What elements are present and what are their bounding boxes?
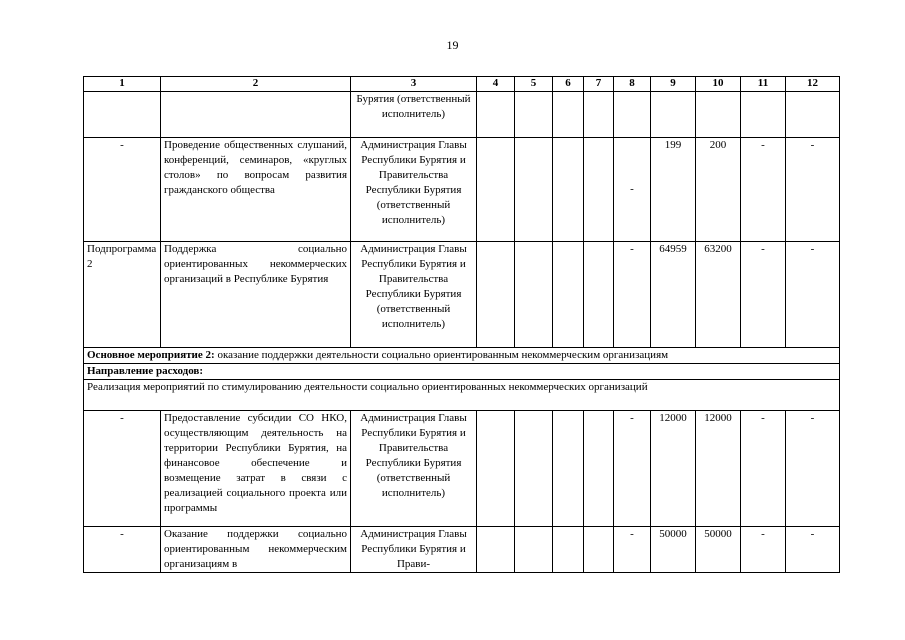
table-row bbox=[84, 411, 840, 527]
row-code bbox=[84, 527, 161, 573]
main-event-row bbox=[84, 348, 840, 364]
header-cell: 5 bbox=[515, 77, 553, 92]
header-cell: 3 bbox=[351, 77, 477, 92]
table-row bbox=[84, 527, 840, 573]
empty-cell bbox=[515, 92, 553, 138]
row-col10 bbox=[696, 92, 741, 138]
row-col8: - bbox=[614, 527, 651, 573]
empty-cell bbox=[515, 242, 553, 348]
header-cell: 8 bbox=[614, 77, 651, 92]
table-header-row bbox=[84, 77, 840, 92]
row-col11: - bbox=[741, 527, 786, 573]
row-col9: 12000 bbox=[651, 411, 696, 527]
empty-cell bbox=[477, 242, 515, 348]
row-title bbox=[161, 527, 351, 573]
row-col11: - bbox=[741, 242, 786, 348]
row-col10: 50000 bbox=[696, 527, 741, 573]
page-number: 19 bbox=[446, 38, 459, 52]
main-event-label: Основное мероприятие 2: bbox=[87, 349, 215, 361]
header-cell: 10 bbox=[696, 77, 741, 92]
empty-cell bbox=[515, 411, 553, 527]
empty-cell bbox=[584, 92, 614, 138]
table-row bbox=[84, 242, 840, 348]
header-cell: 7 bbox=[584, 77, 614, 92]
header-cell: 12 bbox=[786, 77, 840, 92]
row-executor bbox=[351, 527, 477, 573]
direction-text-row bbox=[84, 380, 840, 411]
row-col12: - bbox=[786, 242, 840, 348]
row-col12: - bbox=[786, 527, 840, 573]
row-col8 bbox=[614, 138, 651, 242]
header-cell: 11 bbox=[741, 77, 786, 92]
header-cell: 6 bbox=[553, 77, 584, 92]
empty-cell bbox=[584, 527, 614, 573]
direction-cell bbox=[84, 364, 840, 380]
row-title-text: Оказание поддержки социально ориентированным некоммерческим организациям в bbox=[164, 528, 347, 570]
row-col8: - bbox=[614, 411, 651, 527]
row-col9: 50000 bbox=[651, 527, 696, 573]
row-col8-value: - bbox=[630, 183, 634, 195]
empty-cell bbox=[584, 138, 614, 242]
header-cell: 1 bbox=[84, 77, 161, 92]
row-col12: - bbox=[786, 138, 840, 242]
budget-table bbox=[83, 76, 840, 573]
empty-cell bbox=[553, 527, 584, 573]
row-executor: Администрация Главы Республики Бурятия и Правительства Республики Бурятия (ответственный исполнитель) bbox=[351, 242, 477, 348]
direction-label: Направление расходов: bbox=[87, 365, 204, 377]
row-col8: - bbox=[614, 242, 651, 348]
direction-row bbox=[84, 364, 840, 380]
header-cell: 2 bbox=[161, 77, 351, 92]
row-col12: - bbox=[786, 411, 840, 527]
row-title bbox=[161, 92, 351, 138]
empty-cell bbox=[477, 411, 515, 527]
row-executor: Администрация Главы Республики Бурятия и Правительства Республики Бурятия (ответственный исполнитель) bbox=[351, 411, 477, 527]
empty-cell bbox=[477, 527, 515, 573]
empty-cell bbox=[553, 411, 584, 527]
row-col11: - bbox=[741, 411, 786, 527]
empty-cell bbox=[584, 411, 614, 527]
row-col9: 199 bbox=[651, 138, 696, 242]
direction-text-cell: Реализация мероприятий по стимулированию деятельности социально ориентированных некоммерческих организаций bbox=[84, 380, 840, 411]
row-col9 bbox=[651, 92, 696, 138]
row-col11: - bbox=[741, 138, 786, 242]
row-col12 bbox=[786, 92, 840, 138]
row-executor: Бурятия (ответственный исполнитель) bbox=[351, 92, 477, 138]
row-code: - bbox=[84, 411, 161, 527]
empty-cell bbox=[553, 138, 584, 242]
empty-cell bbox=[553, 92, 584, 138]
row-executor-text: Администрация Главы Республики Бурятия и Прави- bbox=[360, 528, 467, 570]
row-code-text: - bbox=[120, 528, 124, 540]
header-cell: 4 bbox=[477, 77, 515, 92]
row-code: Подпрограмма 2 bbox=[84, 242, 161, 348]
row-col10: 12000 bbox=[696, 411, 741, 527]
empty-cell bbox=[477, 138, 515, 242]
row-executor: Администрация Главы Республики Бурятия и Правительства Республики Бурятия (ответственный исполнитель) bbox=[351, 138, 477, 242]
main-event-cell bbox=[84, 348, 840, 364]
row-col8 bbox=[614, 92, 651, 138]
table-row bbox=[84, 138, 840, 242]
main-event-text: оказание поддержки деятельности социально ориентированным некоммерческим организациям bbox=[214, 349, 669, 361]
empty-cell bbox=[515, 527, 553, 573]
row-col10: 200 bbox=[696, 138, 741, 242]
row-col10: 63200 bbox=[696, 242, 741, 348]
row-code: - bbox=[84, 138, 161, 242]
row-title: Проведение общественных слушаний, конференций, семинаров, «круглых столов» по вопросам развития гражданского общества bbox=[161, 138, 351, 242]
row-title: Поддержка социально ориентированных некоммерческих организаций в Республике Бурятия bbox=[161, 242, 351, 348]
table-row bbox=[84, 92, 840, 138]
empty-cell bbox=[584, 242, 614, 348]
row-col9: 64959 bbox=[651, 242, 696, 348]
empty-cell bbox=[477, 92, 515, 138]
empty-cell bbox=[553, 242, 584, 348]
empty-cell bbox=[515, 138, 553, 242]
row-code bbox=[84, 92, 161, 138]
row-col11 bbox=[741, 92, 786, 138]
header-cell: 9 bbox=[651, 77, 696, 92]
row-title: Предоставление субсидии СО НКО, осуществляющим деятельность на территории Республики Бурятия, на финансовое обеспечение и возмещение затрат в связи с реализацией социального проекта или программы bbox=[161, 411, 351, 527]
